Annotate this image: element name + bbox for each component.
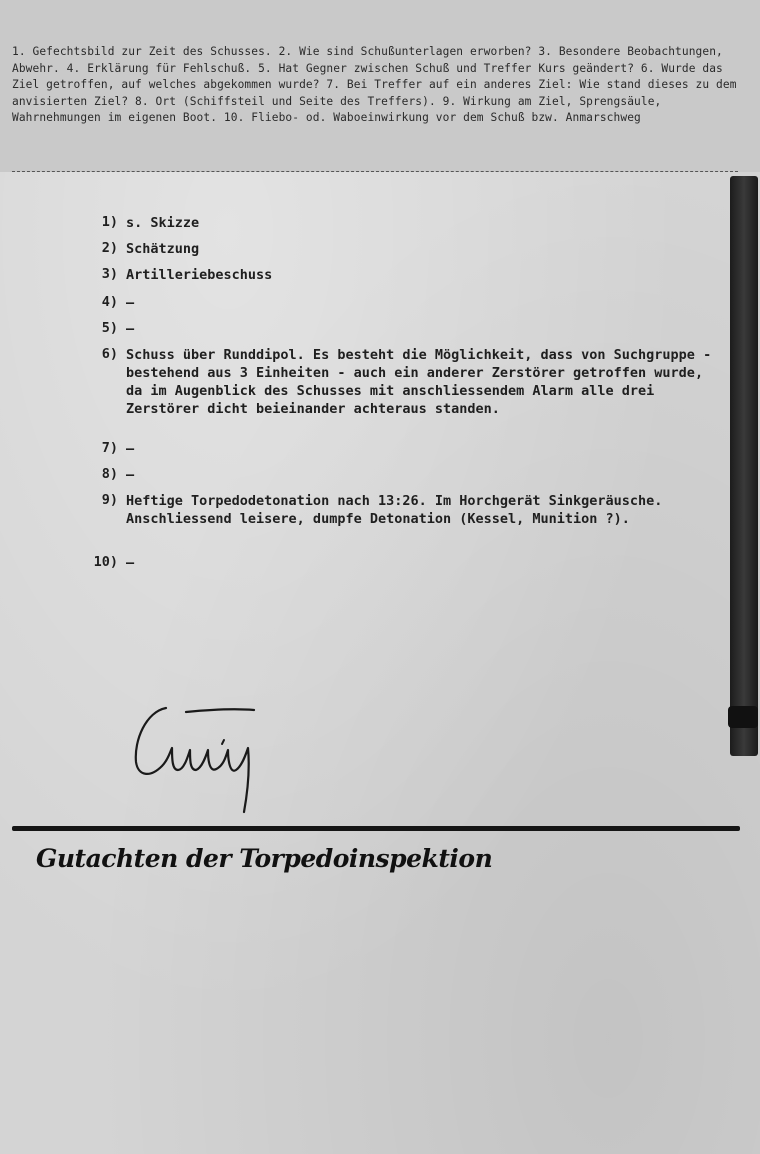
answer-text: Schuss über Runddipol. Es besteht die Möglichkeit, dass von Suchgruppe - bestehend aus 3 Einheiten - auch ein anderer Zerstörer getroffen wurde, da im Augenblick des Schusses mit anschliessendem Alarm alle drei Zerstörer dicht beieinander achteraus standen. [126, 347, 720, 417]
answer-number: 8) [101, 466, 118, 482]
perforation-line [12, 171, 738, 172]
answer-number: 6) [101, 346, 118, 362]
answer-text: — [126, 467, 135, 483]
section-heading: Gutachten der Torpedoinspektion [36, 844, 493, 873]
answer-text: — [126, 441, 135, 457]
answer-number: 2) [101, 240, 118, 256]
answer-text: s. Skizze [126, 215, 200, 231]
answer-number: 7) [101, 440, 118, 456]
answer-text: — [126, 295, 135, 311]
answer-number: 5) [101, 320, 118, 336]
handwritten-signature [126, 690, 266, 820]
answer-text: Heftige Torpedodetonation nach 13:26. Im Horchgerät Sinkgeräusche. Anschliessend leisere, dumpfe Detonation (Kessel, Munition ?). [126, 493, 671, 527]
answer-text: — [126, 321, 135, 337]
answer-number: 9) [101, 492, 118, 508]
binder-clip-knob [728, 706, 758, 728]
answer-number: 10) [93, 554, 118, 570]
answer-text: — [126, 555, 135, 571]
answer-text: Artilleriebeschuss [126, 267, 273, 283]
question-list-text: 1. Gefechtsbild zur Zeit des Schusses. 2. Wie sind Schußunterlagen erworben? 3. Besondere Beobachtungen, Abwehr. 4. Erklärung für Fehlschuß. 5. Hat Gegner zwischen Schuß und Treffer Kurs geändert? 6. Wurde das Ziel getroffen, auf welches abgekommen wurde? 7. Bei Treffer auf ein anderes Ziel: Wie stand dieses zu dem anvisierten Ziel? 8. Ort (Schiffsteil und Seite des Treffers). 9. Wirkung am Ziel, Sprengsäule, Wahrnehmungen im eigenen Boot. 10. Fliebo- od. Waboeinwirkung vor dem Schuß bzw. Anmarschweg [12, 45, 744, 125]
question-header [0, 0, 760, 172]
answer-number: 1) [101, 214, 118, 230]
section-divider [12, 826, 740, 831]
answer-text: Schätzung [126, 241, 200, 257]
binder-clip [730, 176, 758, 756]
answer-number: 3) [101, 266, 118, 282]
answer-number: 4) [101, 294, 118, 310]
